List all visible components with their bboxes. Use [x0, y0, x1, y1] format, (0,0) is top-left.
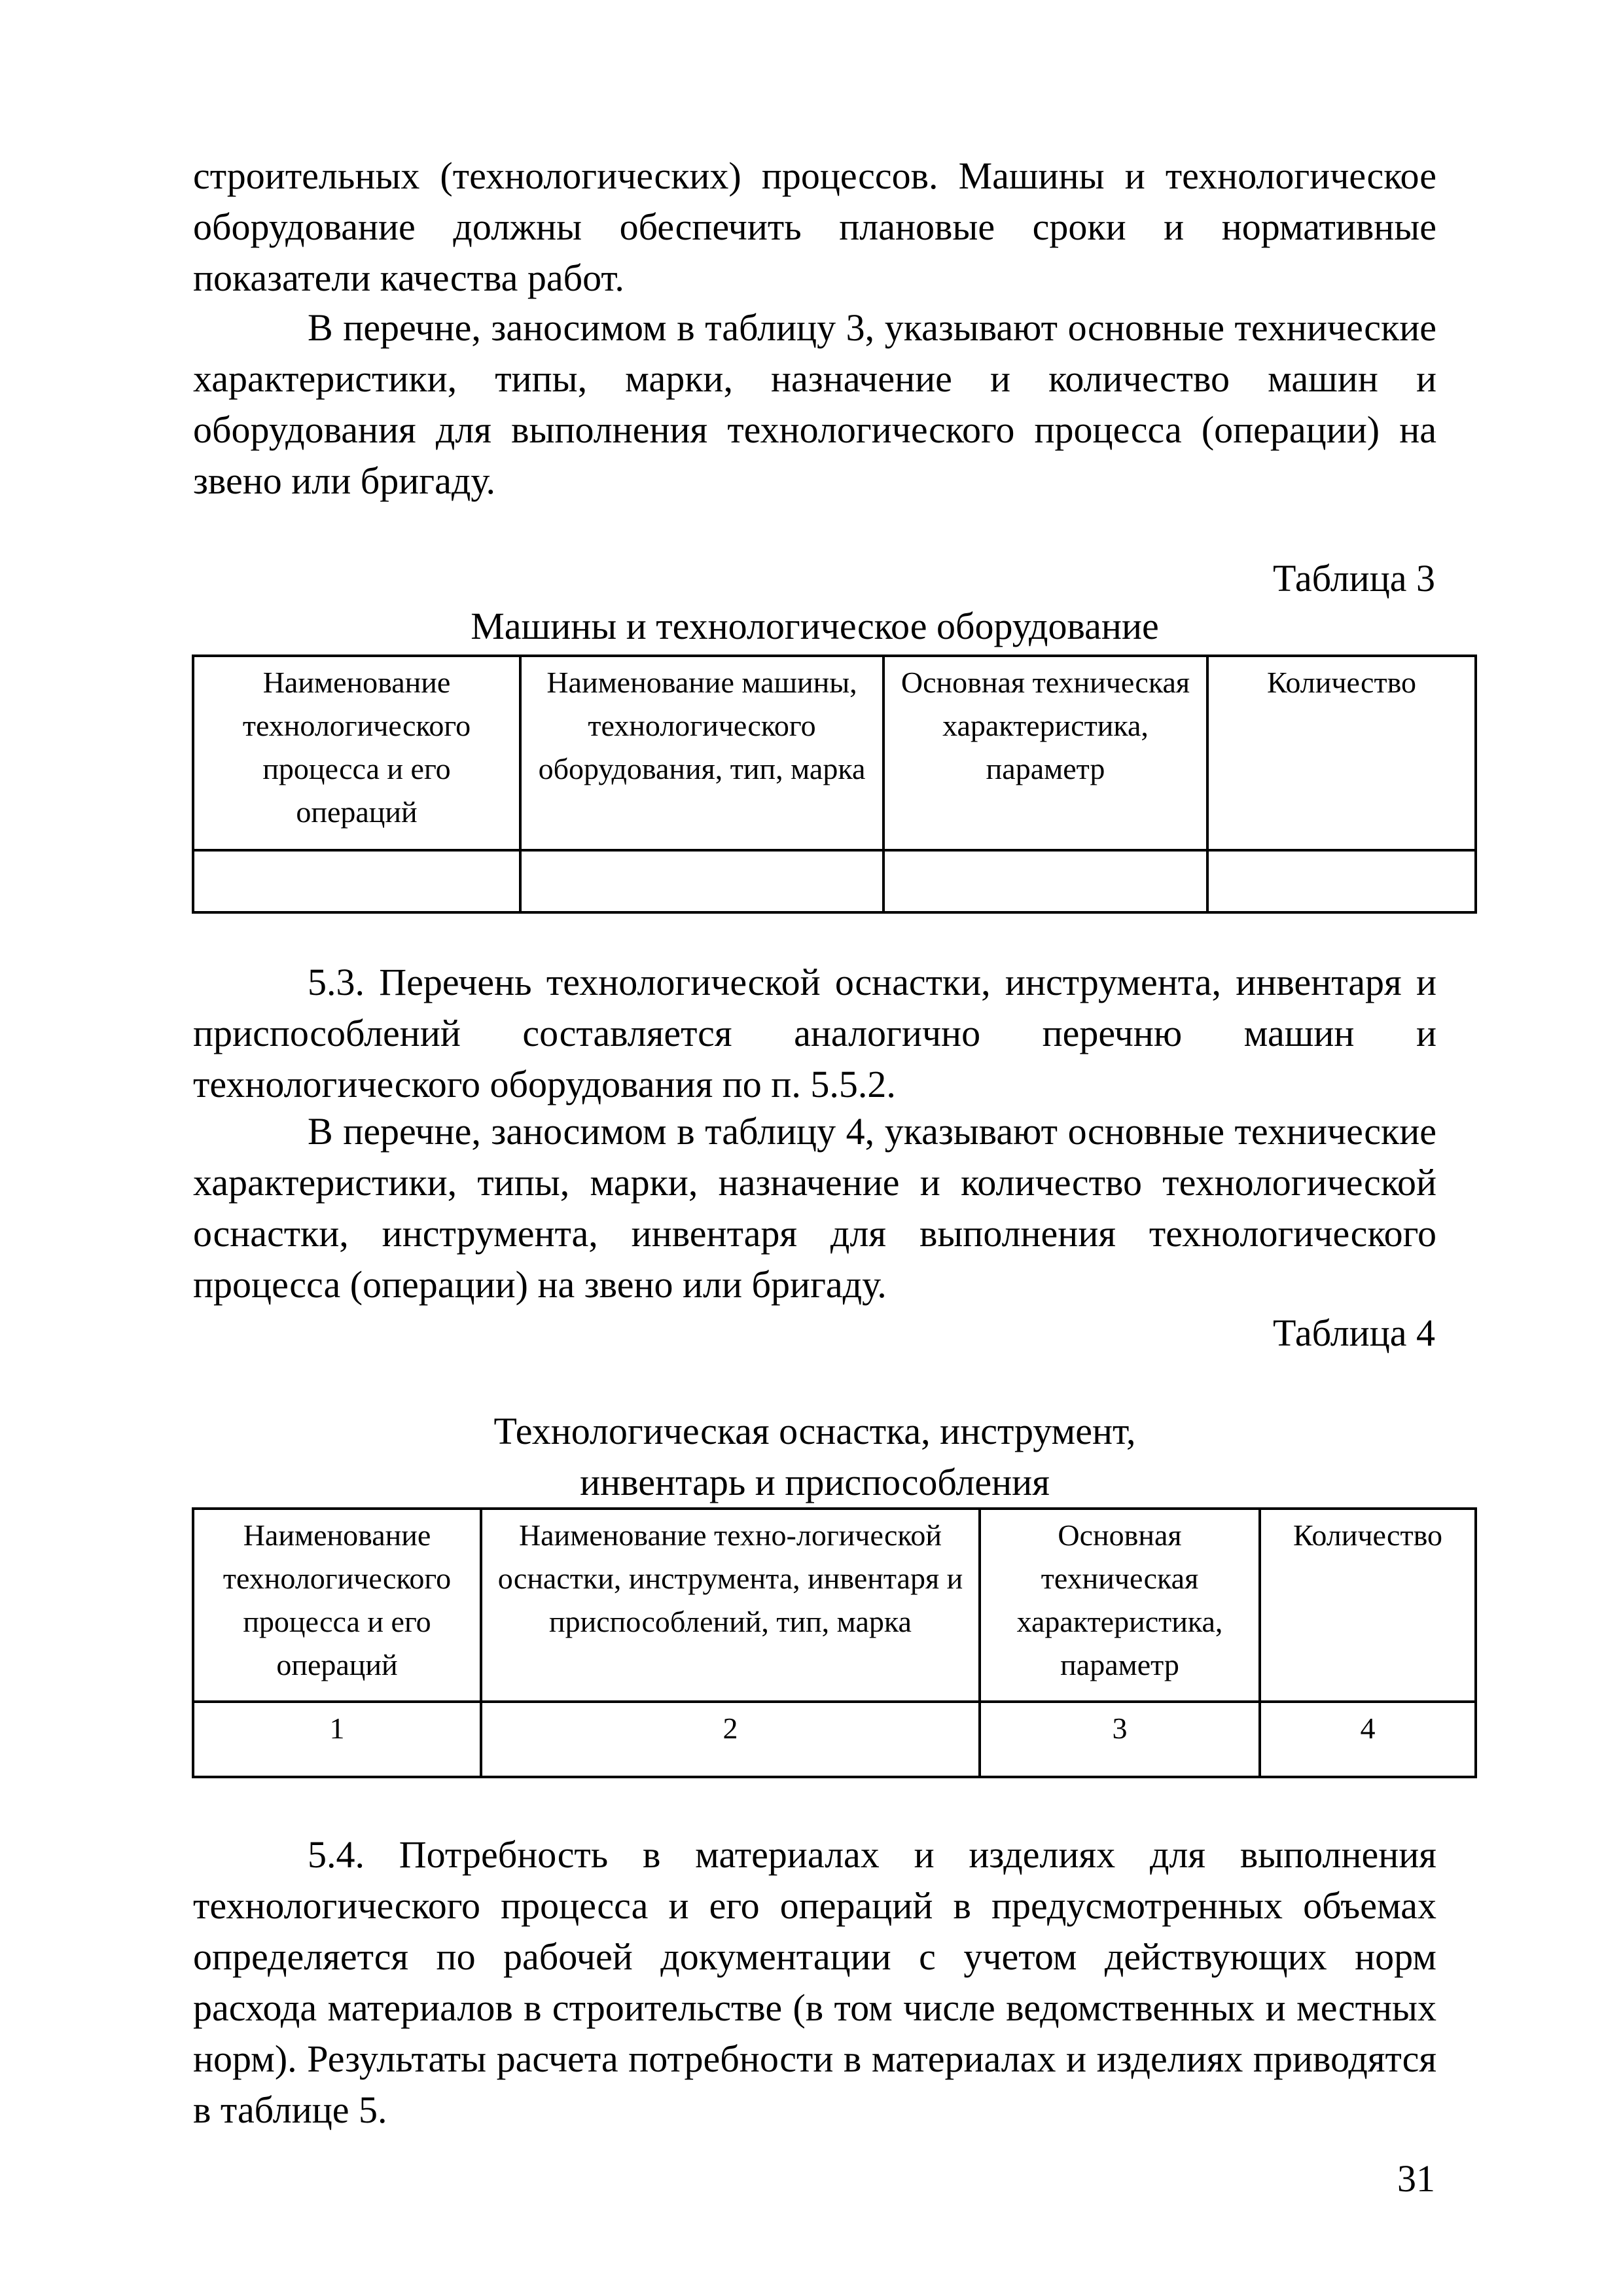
table4-cell: 3	[980, 1702, 1260, 1777]
paragraph-table4-description: В перечне, заносимом в таблицу 4, указывают основные технические характеристики, типы, марки, назначение и количество технологической оснастки, инструмента, инвентаря для выполнения технологического процесса (операции) на звено или бригаду.	[193, 1110, 1436, 1306]
paragraph-table3-description: В перечне, заносимом в таблицу 3, указывают основные технические характеристики, типы, марки, назначение и количество машин и оборудования для выполнения технологического процесса (операции) на звено или бригаду.	[193, 306, 1436, 502]
table4-header-cell: Количество	[1260, 1509, 1476, 1702]
table3-cell	[1207, 850, 1476, 912]
page-number: 31	[1397, 2157, 1435, 2200]
table4-header-cell: Наименование техно-логической оснастки, инструмента, инвентаря и приспособлений, тип, марка	[481, 1509, 980, 1702]
table4-header-cell: Основная техническая характеристика, параметр	[980, 1509, 1260, 1702]
table4-caption-line2: инвентарь и приспособления	[580, 1461, 1050, 1503]
table3-header-cell: Основная техническая характеристика, параметр	[883, 656, 1207, 850]
table4-cell: 4	[1260, 1702, 1476, 1777]
table4-cell: 1	[193, 1702, 481, 1777]
table4-header-cell: Наименование технологического процесса и его операций	[193, 1509, 481, 1702]
table3-cell	[193, 850, 520, 912]
table4-header-row	[193, 1509, 1476, 1702]
table3-header-cell: Наименование технологического процесса и его операций	[193, 656, 520, 850]
table3-header-cell: Наименование машины, технологического оборудования, тип, марка	[520, 656, 883, 850]
table3-row	[193, 850, 1476, 912]
table4-caption-line1: Технологическая оснастка, инструмент,	[493, 1410, 1136, 1452]
table3-header-cell: Количество	[1207, 656, 1476, 850]
table4-cell: 2	[481, 1702, 980, 1777]
paragraph-5-3: 5.3. Перечень технологической оснастки, инструмента, инвентаря и приспособлений составляется аналогично перечню машин и технологического оборудования по п. 5.5.2.	[193, 961, 1436, 1105]
table3	[192, 655, 1477, 914]
table3-label: Таблица 3	[1272, 557, 1435, 600]
table4-row	[193, 1702, 1476, 1777]
table3-cell	[883, 850, 1207, 912]
paragraph-5-4: 5.4. Потребность в материалах и изделиях для выполнения технологического процесса и его операций в предусмотренных объемах определяется по рабочей документации с учетом действующих норм расхода материалов в строительстве (в том числе ведомственных и местных норм). Результаты расчета потребности в материалах и изделиях приводятся в таблице 5.	[193, 1833, 1436, 2131]
table3-caption: Машины и технологическое оборудование	[471, 605, 1159, 647]
table4-label: Таблица 4	[1272, 1312, 1435, 1354]
table3-header-row	[193, 656, 1476, 850]
table3-cell	[520, 850, 883, 912]
table4	[192, 1507, 1477, 1778]
paragraph-intro: строительных (технологических) процессов. Машины и технологическое оборудование должны обеспечить плановые сроки и нормативные показатели качества работ.	[193, 154, 1436, 299]
